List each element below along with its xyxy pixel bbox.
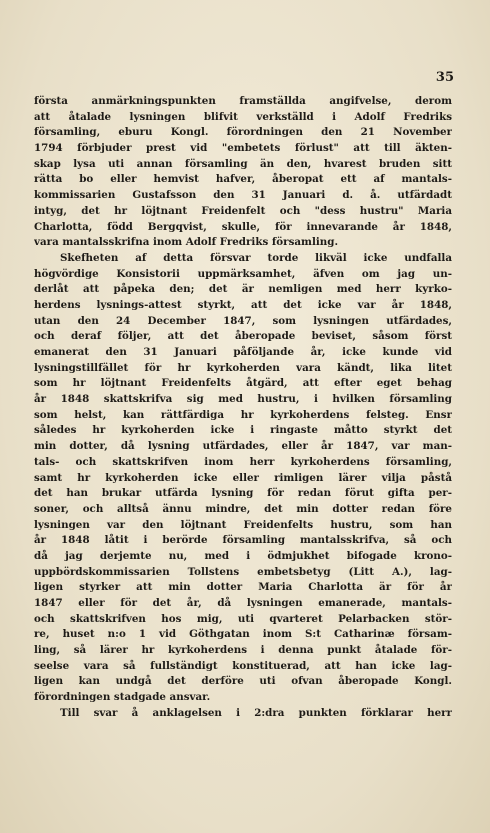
text-line: Charlotta, född Bergqvist, skulle, för innevarande år 1848, xyxy=(34,220,452,233)
text-line: ligen styrker att min dotter Maria Charlotta är för år xyxy=(34,581,452,594)
text-line: vara mantalsskrifna inom Adolf Fredriks församling. xyxy=(34,236,339,249)
text-line: år 1848 skattskrifva sig med hustru, i hvilken församling xyxy=(34,393,452,406)
text-line: år 1848 låtit i berörde församling mantalsskrifva, så och xyxy=(34,534,452,547)
text-line: soner, och alltså ännu mindre, det min dotter redan före xyxy=(34,502,452,515)
body-text xyxy=(34,94,452,722)
text-line: och deraf följer, att det åberopade beviset, såsom först xyxy=(34,330,452,343)
text-line: rätta bo eller hemvist hafver, åberopat ett af mantals- xyxy=(34,173,452,186)
text-line: re, huset n:o 1 vid Göthgatan inom S:t Catharinæ försam- xyxy=(34,628,452,641)
page-number: 35 xyxy=(435,70,454,85)
text-line: tals- och skattskrifven inom herr kyrkoherdens församling, xyxy=(34,455,452,468)
text-line: lysningstillfället för hr kyrkoherden vara kändt, lika litet xyxy=(34,361,452,374)
text-line: första anmärkningspunkten framställda angifvelse, derom xyxy=(34,95,452,107)
text-line: och skattskrifven hos mig, uti qvarteret Pelarbacken stör- xyxy=(34,612,452,625)
text-line: derlåt att påpeka den; det är nemligen med herr kyrko- xyxy=(34,283,452,296)
text-line: förordningen stadgade ansvar. xyxy=(34,691,211,704)
text-line: ligen kan undgå det derföre uti ofvan åberopade Kongl. xyxy=(34,675,452,688)
text-line: intyg, det hr löjtnant Freidenfelt och "dess hustru" Maria xyxy=(34,204,452,217)
text-line: församling, eburu Kongl. förordningen den 21 November xyxy=(34,126,452,139)
text-line: seelse vara så fullständigt konstituerad, att han icke lag- xyxy=(34,659,452,672)
text-line: högvördige Konsistorii uppmärksamhet, äfven om jag un- xyxy=(34,267,452,280)
text-line: min dotter, då lysning utfärdades, eller år 1847, var man- xyxy=(34,440,452,453)
text-line: herdens lysnings-attest styrkt, att det icke var år 1848, xyxy=(34,298,452,311)
text-line: utan den 24 December 1847, som lysningen utfärdades, xyxy=(34,314,452,327)
text-line: emanerat den 31 Januari påföljande år, icke kunde vid xyxy=(34,346,452,358)
text-line: som helst, kan rättfärdiga hr kyrkoherdens felsteg. Ensr xyxy=(34,408,452,421)
text-line: således hr kyrkoherden icke i ringaste måtto styrkt det xyxy=(34,424,452,437)
text-line: 1847 eller för det år, då lysningen emanerade, mantals- xyxy=(34,597,452,609)
text-line: kommissarien Gustafsson den 31 Januari d. å. utfärdadt xyxy=(34,189,452,202)
text-line: lysningen var den löjtnant Freidenfelts hustru, som han xyxy=(34,518,452,531)
text-line: då jag derjemte nu, med i ödmjukhet bifogade krono- xyxy=(34,549,452,562)
paragraph-start-line: Till svar å anklagelsen i 2:dra punkten förklarar herr xyxy=(60,706,452,719)
text-line: 1794 förbjuder prest vid "embetets förlust" att till äkten- xyxy=(34,142,452,155)
text-line: skap lysa uti annan församling än den, hvarest bruden sitt xyxy=(34,157,452,170)
text-line: att åtalade lysningen blifvit verkställd i Adolf Fredriks xyxy=(34,110,452,123)
text-line: det han brukar utfärda lysning för redan förut gifta per- xyxy=(34,487,452,500)
text-line: samt hr kyrkoherden icke eller rimligen lärer vilja påstå xyxy=(34,471,452,484)
text-line: uppbördskommissarien Tollstens embetsbetyg (Litt A.), lag- xyxy=(34,565,452,578)
paragraph-start-line: Skefheten af detta försvar torde likväl icke undfalla xyxy=(60,251,452,264)
text-line: ling, så lärer hr kyrkoherdens i denna punkt åtalade för- xyxy=(34,644,452,657)
text-line: som hr löjtnant Freidenfelts åtgärd, att efter eget behag xyxy=(34,377,452,390)
